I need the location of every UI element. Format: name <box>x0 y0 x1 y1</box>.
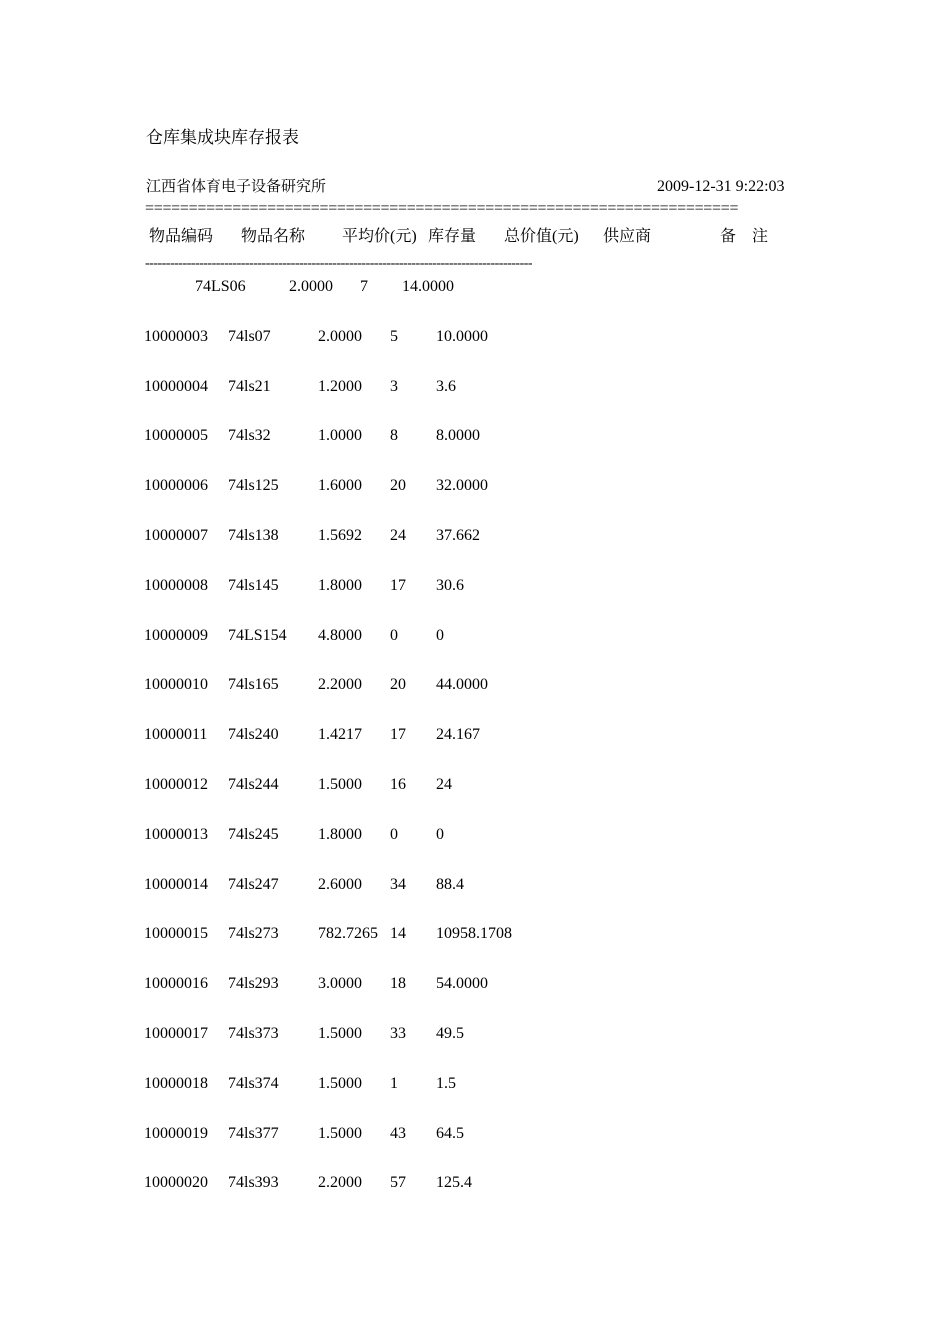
item-avg-price: 1.8000 <box>318 826 362 843</box>
item-code: 10000019 <box>144 1125 208 1142</box>
item-total-value: 125.4 <box>436 1174 472 1191</box>
item-total-value: 64.5 <box>436 1125 464 1142</box>
item-total-value: 0 <box>436 627 444 644</box>
item-total-value: 10958.1708 <box>436 925 512 942</box>
item-code: 10000008 <box>144 577 208 594</box>
item-code: 10000006 <box>144 477 208 494</box>
item-total-value: 10.0000 <box>436 328 488 345</box>
item-name: 74LS154 <box>228 627 287 644</box>
item-code: 10000016 <box>144 975 208 992</box>
table-row <box>0 974 950 998</box>
item-stock: 8 <box>390 427 398 444</box>
item-avg-price: 2.0000 <box>289 278 333 295</box>
item-stock: 34 <box>390 876 406 893</box>
table-row <box>0 476 950 500</box>
table-row <box>0 626 950 650</box>
table-row <box>0 775 950 799</box>
table-row <box>0 1024 950 1048</box>
item-avg-price: 3.0000 <box>318 975 362 992</box>
table-row <box>0 924 950 948</box>
item-name: 74LS06 <box>195 278 246 295</box>
item-stock: 17 <box>390 726 406 743</box>
item-stock: 1 <box>390 1075 398 1092</box>
item-avg-price: 782.7265 <box>318 925 378 942</box>
item-code: 10000012 <box>144 776 208 793</box>
table-row <box>0 576 950 600</box>
item-total-value: 3.6 <box>436 378 456 395</box>
item-stock: 20 <box>390 477 406 494</box>
item-stock: 24 <box>390 527 406 544</box>
table-row <box>0 675 950 699</box>
header-remarks: 备 注 <box>720 228 769 245</box>
table-row <box>0 526 950 550</box>
header-supplier: 供应商 <box>603 228 652 245</box>
header-code: 物品编码 <box>149 228 214 245</box>
item-avg-price: 1.5000 <box>318 1075 362 1092</box>
item-name: 74ls273 <box>228 925 279 942</box>
item-stock: 20 <box>390 676 406 693</box>
item-stock: 0 <box>390 627 398 644</box>
table-row <box>0 277 950 301</box>
item-code: 10000005 <box>144 427 208 444</box>
item-total-value: 24 <box>436 776 452 793</box>
item-avg-price: 1.5692 <box>318 527 362 544</box>
item-code: 10000014 <box>144 876 208 893</box>
item-total-value: 24.167 <box>436 726 480 743</box>
item-total-value: 88.4 <box>436 876 464 893</box>
table-row <box>0 1173 950 1197</box>
item-total-value: 8.0000 <box>436 427 480 444</box>
item-stock: 57 <box>390 1174 406 1191</box>
item-code: 10000007 <box>144 527 208 544</box>
item-code: 10000017 <box>144 1025 208 1042</box>
item-name: 74ls240 <box>228 726 279 743</box>
item-stock: 14 <box>390 925 406 942</box>
item-avg-price: 1.8000 <box>318 577 362 594</box>
item-code: 10000010 <box>144 676 208 693</box>
item-code: 10000015 <box>144 925 208 942</box>
item-avg-price: 1.6000 <box>318 477 362 494</box>
item-stock: 33 <box>390 1025 406 1042</box>
item-name: 74ls293 <box>228 975 279 992</box>
item-code: 10000003 <box>144 328 208 345</box>
table-row <box>0 1074 950 1098</box>
single-rule: --------------------------------------------------------------------------------------------- <box>145 256 533 271</box>
item-stock: 5 <box>390 328 398 345</box>
item-name: 74ls138 <box>228 527 279 544</box>
table-row <box>0 1124 950 1148</box>
item-name: 74ls32 <box>228 427 271 444</box>
item-name: 74ls145 <box>228 577 279 594</box>
table-row <box>0 426 950 450</box>
item-total-value: 14.0000 <box>402 278 454 295</box>
table-row <box>0 725 950 749</box>
report-timestamp: 2009-12-31 9:22:03 <box>657 178 785 195</box>
item-avg-price: 2.6000 <box>318 876 362 893</box>
item-total-value: 37.662 <box>436 527 480 544</box>
item-name: 74ls373 <box>228 1025 279 1042</box>
item-name: 74ls21 <box>228 378 271 395</box>
organization-name: 江西省体育电子设备研究所 <box>146 179 327 195</box>
item-total-value: 30.6 <box>436 577 464 594</box>
table-row <box>0 825 950 849</box>
item-code: 10000020 <box>144 1174 208 1191</box>
report-title: 仓库集成块库存报表 <box>146 128 299 147</box>
table-row <box>0 875 950 899</box>
item-avg-price: 2.0000 <box>318 328 362 345</box>
item-total-value: 0 <box>436 826 444 843</box>
item-name: 74ls165 <box>228 676 279 693</box>
item-code: 10000009 <box>144 627 208 644</box>
item-name: 74ls377 <box>228 1125 279 1142</box>
item-name: 74ls125 <box>228 477 279 494</box>
item-name: 74ls247 <box>228 876 279 893</box>
item-stock: 3 <box>390 378 398 395</box>
item-avg-price: 2.2000 <box>318 1174 362 1191</box>
item-name: 74ls07 <box>228 328 271 345</box>
item-stock: 17 <box>390 577 406 594</box>
item-avg-price: 1.5000 <box>318 776 362 793</box>
item-code: 10000011 <box>144 726 208 743</box>
item-avg-price: 4.8000 <box>318 627 362 644</box>
header-stock: 库存量 <box>428 228 477 245</box>
item-avg-price: 1.2000 <box>318 378 362 395</box>
item-stock: 43 <box>390 1125 406 1142</box>
header-total-value: 总价值(元) <box>504 228 579 245</box>
double-rule: ==================================================================== <box>145 200 739 217</box>
item-avg-price: 1.0000 <box>318 427 362 444</box>
item-total-value: 1.5 <box>436 1075 456 1092</box>
item-avg-price: 1.5000 <box>318 1025 362 1042</box>
item-total-value: 44.0000 <box>436 676 488 693</box>
item-stock: 16 <box>390 776 406 793</box>
item-name: 74ls245 <box>228 826 279 843</box>
item-name: 74ls393 <box>228 1174 279 1191</box>
item-avg-price: 2.2000 <box>318 676 362 693</box>
item-name: 74ls244 <box>228 776 279 793</box>
header-name: 物品名称 <box>241 228 306 245</box>
item-total-value: 49.5 <box>436 1025 464 1042</box>
item-avg-price: 1.5000 <box>318 1125 362 1142</box>
item-name: 74ls374 <box>228 1075 279 1092</box>
item-stock: 7 <box>360 278 368 295</box>
header-avg-price: 平均价(元) <box>342 228 417 245</box>
item-stock: 18 <box>390 975 406 992</box>
table-row <box>0 327 950 351</box>
item-code: 10000013 <box>144 826 208 843</box>
item-stock: 0 <box>390 826 398 843</box>
item-code: 10000004 <box>144 378 208 395</box>
item-total-value: 32.0000 <box>436 477 488 494</box>
table-row <box>0 377 950 401</box>
item-code: 10000018 <box>144 1075 208 1092</box>
item-total-value: 54.0000 <box>436 975 488 992</box>
item-avg-price: 1.4217 <box>318 726 362 743</box>
